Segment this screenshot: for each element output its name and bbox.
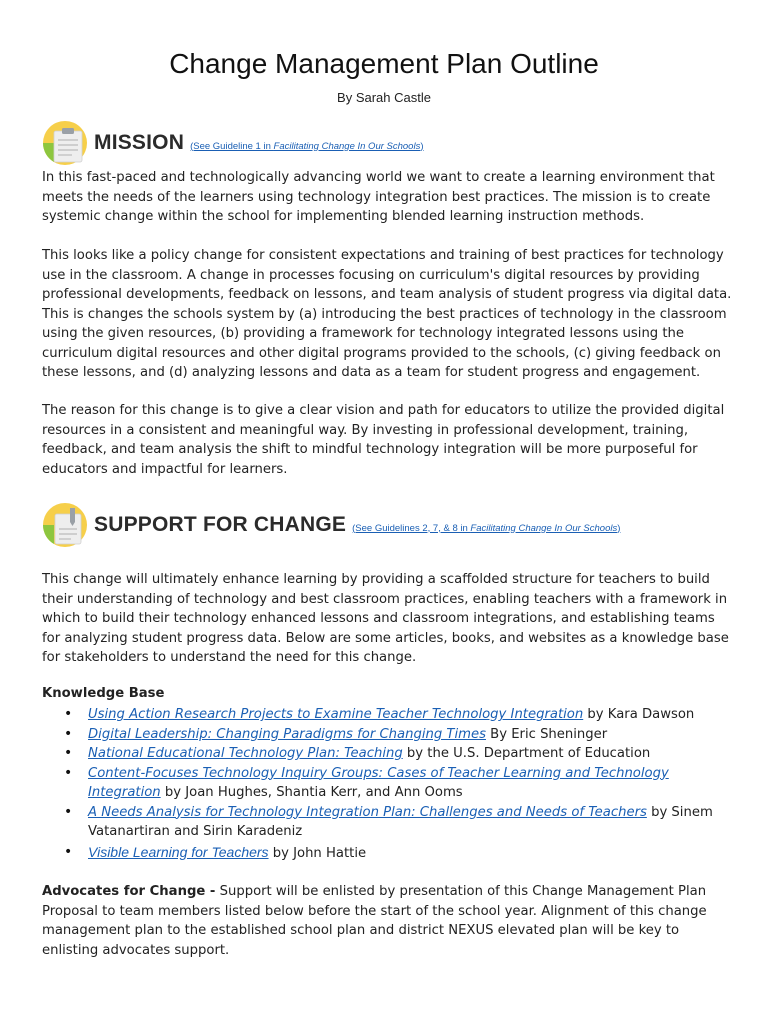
support-heading-text: SUPPORT FOR CHANGE bbox=[94, 513, 347, 536]
list-item: • Content-Focuses Technology Inquiry Groups: Cases of Teacher Learning and Technology Integration by Joan Hughes, Shantia Kerr, and Ann Ooms bbox=[42, 764, 732, 803]
mission-paragraph-1: In this fast-paced and technologically advancing world we want to create a learning environment that meets the needs of the learners using technology integration best practices. The mission is to create systemic change within the school for implementing blended learning instruction methods. bbox=[42, 170, 715, 224]
clipboard-icon bbox=[42, 120, 88, 166]
kb-link-3[interactable]: National Educational Technology Plan: Teaching bbox=[88, 746, 403, 761]
kb-link-5[interactable]: A Needs Analysis for Technology Integration Plan: Challenges and Needs of Teachers bbox=[88, 804, 647, 820]
kb-link-1[interactable]: Using Action Research Projects to Examine Teacher Technology Integration bbox=[88, 707, 584, 722]
mission-paragraph-3: The reason for this change is to give a clear vision and path for educators to utilize the provided digital resources in a consistent and meaningful way. By investing in professional development, training, feedback, and team analysis the shift to mindful technology integration will be more purposeful for educators and impactful for learners. bbox=[42, 403, 725, 477]
knowledge-base-title: Knowledge Base bbox=[42, 686, 165, 701]
mission-heading bbox=[42, 120, 424, 166]
list-item: • Visible Learning for Teachers by John Hattie bbox=[42, 843, 732, 864]
mission-guideline-link[interactable]: (See Guideline 1 in Facilitating Change In Our Schools) bbox=[190, 140, 424, 152]
advocates-text: Support will be enlisted by presentation of this Change Management Plan Proposal to team members listed below before the start of the school year. Alignment of this change management plan to the established school plan and district NEXUS elevated plan will be key to enlisting advocates support. bbox=[42, 884, 707, 958]
author-line: By Sarah Castle bbox=[337, 90, 431, 105]
support-guideline-link[interactable]: (See Guidelines 2, 7, & 8 in Facilitating Change In Our Schools) bbox=[352, 522, 621, 534]
list-item: • National Educational Technology Plan: Teaching by the U.S. Department of Education bbox=[42, 744, 732, 764]
list-item: • Digital Leadership: Changing Paradigms for Changing Times By Eric Sheninger bbox=[42, 725, 732, 745]
page-title: Change Management Plan Outline bbox=[169, 48, 599, 79]
kb-link-2[interactable]: Digital Leadership: Changing Paradigms for Changing Times bbox=[88, 726, 486, 742]
mission-heading-text: MISSION bbox=[94, 131, 185, 154]
list-item: • A Needs Analysis for Technology Integration Plan: Challenges and Needs of Teachers by Sinem Vatanartiran and Sirin Karadeniz bbox=[42, 803, 732, 842]
kb-link-6[interactable]: Visible Learning for Teachers bbox=[88, 843, 269, 860]
advocates-label: Advocates for Change - bbox=[42, 884, 216, 899]
advocates-paragraph bbox=[42, 882, 732, 960]
mission-paragraph-2: This looks like a policy change for consistent expectations and training of best practices for technology use in the classroom. A change in processes focusing on curriculum's digital resources by providing professional developments, feedback on lessons, and team analysis of student progress via digital data. This is changes the schools system by (a) introducing the best practices of technology in the classroom using the given resources, (b) providing a framework for technology integrated lessons using the curriculum digital resources and other digital programs provided to the schools, (c) giving feedback on these lessons, and (d) analyzing lessons and data as a team for student progress and engagement. bbox=[42, 248, 732, 380]
kb-link-4[interactable]: Content-Focuses Technology Inquiry Groups: Cases of Teacher Learning and Technology Integration bbox=[88, 765, 669, 800]
list-item: • Using Action Research Projects to Examine Teacher Technology Integration by Kara Dawson bbox=[42, 705, 732, 725]
support-intro-paragraph: This change will ultimately enhance learning by providing a scaffolded structure for teachers to build their understanding of technology and best classroom practices, enabling teachers with a framework in which to build their technology enhanced lessons and classroom integrations, and establishing teams for analyzing student progress data. Below are some articles, books, and websites as a knowledge base for stakeholders to understand the need for this change. bbox=[42, 572, 729, 665]
knowledge-base-list bbox=[42, 705, 732, 863]
support-heading bbox=[42, 502, 620, 548]
document-pin-icon bbox=[42, 502, 88, 548]
